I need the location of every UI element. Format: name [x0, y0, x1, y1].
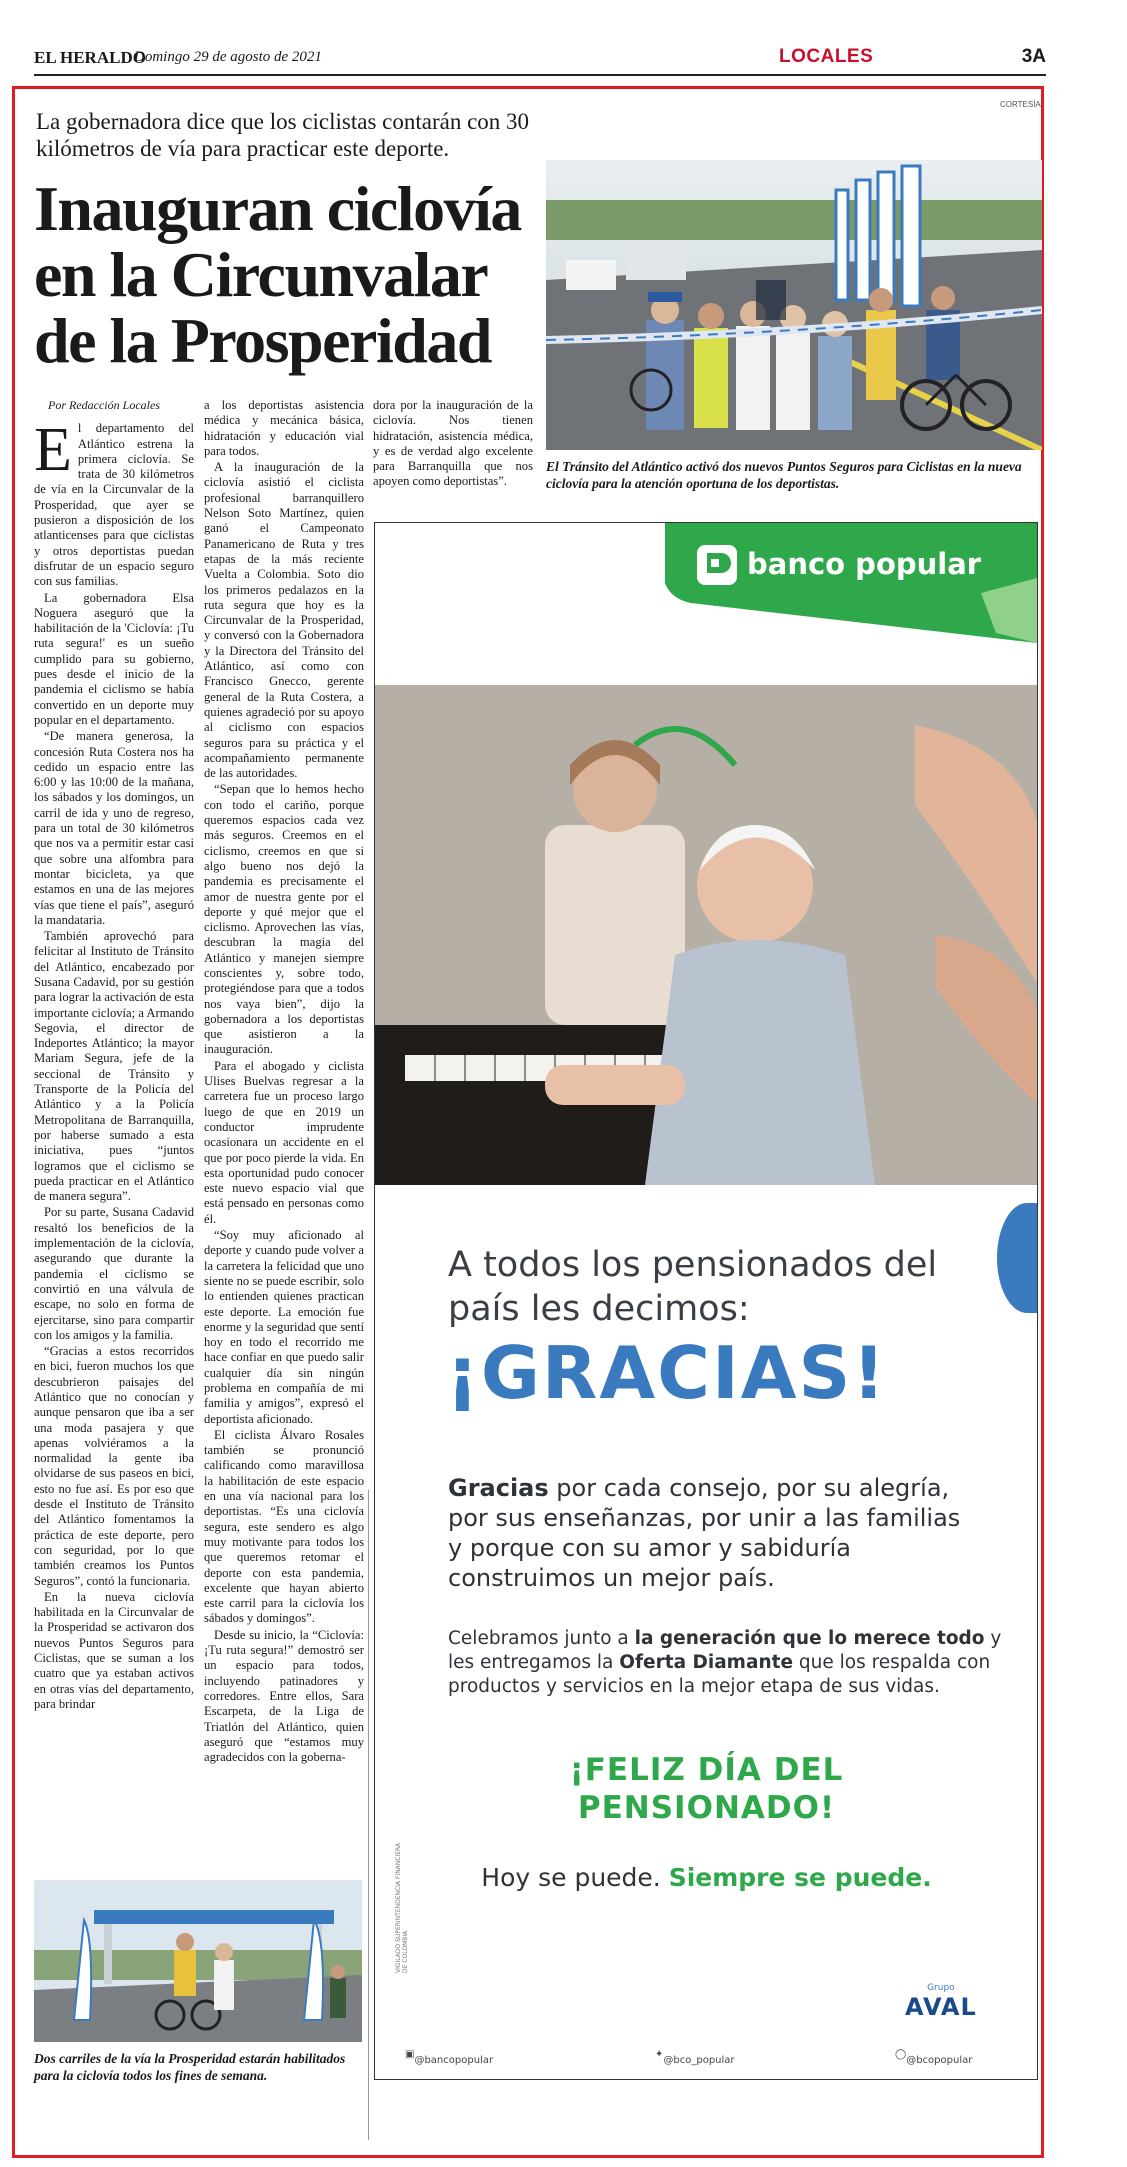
- newspaper-name: EL HERALDO: [34, 48, 146, 67]
- masthead: [34, 46, 1046, 76]
- ad-tagline: Hoy se puede. Siempre se puede.: [481, 1863, 932, 1892]
- article-paragraph: “Sepan que lo hemos hecho con todo el cariño, porque queremos espacios cada vez más seguros. Creemos en el ciclismo, creemos en que si algo bueno nos dejó la pandemia es precisamente el amor de nuestra gente por el deporte y qué mejor que el ciclismo. Aprovechen las vías, descubran la magia del Atlántico y manejen siempre conscientes y, sobre todo, protegiéndose para que a todos nos vaya bien”, dijo la gobernadora a los deportistas que asistieron a la inauguración.: [204, 782, 364, 1057]
- brand-band: [651, 523, 1037, 643]
- ad-gracias: ¡GRACIAS!: [446, 1331, 888, 1415]
- ad-feliz-dia: ¡FELIZ DÍA DEL PENSIONADO!: [569, 1752, 844, 1826]
- article-column-1: [34, 398, 194, 1713]
- article-paragraph: También aprovechó para felicitar al Instituto de Tránsito del Atlántico, encabezado por Susana Cadavid, por su gestión para lograr la activación de esta importante ciclovía; a Armando Segovia, el director de Indeportes Atlántico; la mayor Mariam Segura, jefe de la seccional de Tránsito y Transporte de la Policía del Atlántico y a la Policía Metropolitana de Barranquilla, por haberse sumado a esta iniciativa, pues “juntos logramos que el ciclismo se pueda practicar en el Atlántico de manera segura”.: [34, 929, 194, 1204]
- ad-photo: [375, 685, 1038, 1185]
- secondary-photo-caption: Dos carriles de la vía la Prosperidad estarán habilitados para la ciclovía todos los fines de semana.: [34, 2051, 346, 2083]
- secondary-photo: [34, 1880, 362, 2042]
- article-paragraph: Para el abogado y ciclista Ulises Buelvas regresar a la carretera fue un proceso largo luego de que en 2019 un conductor imprudente ocasionara un accidente en el que por poco pierde la vida. En esta oportunidad pudo conocer este nuevo espacio vial que está pensado en personas como él.: [204, 1058, 364, 1226]
- article-paragraph: “Gracias a estos recorridos en bici, fueron muchos los que descubrieron paisajes del Atlántico que no conocían y aunque pensaron que iba a ser una moda pasajera y que apenas volviéramos a la normalidad la gente iba olvidarse de sus paseos en bici, esto no fue así. Es por eso que desde el Instituto de Tránsito del Atlántico fomentamos la práctica de este deporte, pero con seguridad, por lo que también creamos los Puntos Seguros”, contó la funcionaria.: [34, 1344, 194, 1588]
- cyclists-illustration: [34, 1880, 362, 2042]
- pensioners-illustration: [375, 685, 1038, 1185]
- issue-date: Domingo 29 de agosto de 2021: [134, 49, 322, 65]
- byline: Por Redacción Locales: [48, 398, 160, 412]
- article-paragraph: a los deportistas asistencia médica y mecánica básica, hidratación y educación vial para todos.: [204, 398, 364, 458]
- twitter-link[interactable]: ✦ @bco_popular: [655, 2049, 735, 2066]
- article-column-3: [373, 398, 533, 491]
- article-paragraph: La gobernadora Elsa Noguera aseguró que la habilitación de la 'Ciclovía: ¡Tu ruta segura!' es un sueño cumplido para su gobierno, pues desde el inicio de la pandemia el ciclismo se había convertido en un deporte muy popular en el departamento.: [34, 590, 194, 727]
- banco-popular-advertisement: [374, 522, 1038, 2080]
- main-photo: [546, 160, 1042, 450]
- social-links: [375, 2043, 1038, 2069]
- article-column-2: [204, 398, 364, 1766]
- main-photo-caption: El Tránsito del Atlántico activó dos nuevos Puntos Seguros para Ciclistas en la nueva ciclovía para la atención oportuna de los deportistas.: [546, 459, 1022, 491]
- article-paragraph: El departamento del Atlántico estrena la primera ciclovía. Se trata de 30 kilómetros de vía en la Circunvalar de la Prosperidad, que ayer se pusieron a disposición de los atlanticenses para que ciclistas y otros deportistas puedan disfrutar de un espacio seguro con sus familias.: [34, 416, 194, 589]
- article-paragraph: En la nueva ciclovía habilitada en la Circunvalar de la Prosperidad se activaron dos nuevos Puntos Seguros para Ciclistas, que se suman a los cuatro que ya estaban activos en otras vías del departamento, para brindar: [34, 1589, 194, 1711]
- article-paragraph: dora por la inauguración de la ciclovía. Nos tienen hidratación, asistencia médica, y es de verdad algo excelente para Barranquilla que nos apoyen como deportistas”.: [373, 398, 533, 489]
- brand-logo: banco popular: [747, 547, 982, 581]
- article-paragraph: A la inauguración de la ciclovía asistió el ciclista profesional barranquillero Nelson Soto Martínez, quien ganó el Campeonato Panamericano de Ruta y tres etapas de la más reciente Vuelta a Colombia. Soto dio los primeros pedalazos en la ruta segura que hoy es la Circunvalar de la Prosperidad, y conversó con la Gobernadora y la Directora del Tránsito del Atlántico, así como con Francisco Gnecco, gerente general de la Ruta Costera, a quienes agradeció por su apoyo al ciclismo con espacios seguros para su práctica y el acompañamiento permanente de las autoridades.: [204, 460, 364, 781]
- article-paragraph: Desde su inicio, la “Ciclovía: ¡Tu ruta segura!” demostró ser un espacio para todos, incluyendo patinadores y corredores. Entre ellos, Sara Escarpeta, de la Liga de Triatlón del Atlántico, quien aseguró que “estamos muy agradecidos con la goberna-: [204, 1627, 364, 1765]
- section-label: LOCALES: [779, 46, 874, 67]
- ad-body-text: Gracias por cada consejo, por su alegría, por sus enseñanzas, por unir a las familias y porque con su amor y sabiduría construimos un mejor país.: [448, 1474, 961, 1592]
- photo-credit: CORTESÍA: [1000, 100, 1041, 109]
- facebook-link[interactable]: ▣ @bancopopular: [405, 2049, 494, 2066]
- drop-cap: E: [34, 416, 72, 485]
- legal-text: VIGILADO SUPERINTENDENCIA FINANCIERA DE COLOMBIA: [395, 1842, 409, 1973]
- article-paragraph: “De manera generosa, la concesión Ruta Costera nos ha cedido un espacio entre las 6:00 y las 10:00 de la mañana, los sábados y los domingos, un carril de ida y uno de regreso, para un total de 30 kilómetros que nos va a permitir estar casi que sobre una alfombra para montar bicicleta, ya que estamos en una de las mejores vías que tiene el país”, aseguró la mandataria.: [34, 729, 194, 927]
- article-headline: Inauguran ciclovía en la Circunvalar de la Prosperidad: [34, 173, 521, 376]
- ribbon-cutting-illustration: [546, 160, 1042, 450]
- instagram-link[interactable]: ◯ @bcopopular: [895, 2049, 973, 2066]
- article-kicker: La gobernadora dice que los ciclistas contarán con 30 kilómetros de vía para practicar este deporte.: [36, 109, 530, 161]
- page-number: 3A: [1021, 46, 1046, 67]
- grupo-aval-logo: Grupo AVAL: [905, 1983, 977, 2021]
- column-divider: [368, 1490, 369, 2140]
- article-paragraph: “Soy muy aficionado al deporte y cuando pude volver a la carretera la felicidad que uno siente no se puede escribir, solo lo entienden quienes practican este deporte. La emoción fue enorme y la seguridad que sentí hoy en todo el recorrido me hace confiar en que puedo salir cualquier día sin ningún problema en compañía de mi familia y amigos”, expresó el deportista aficionado.: [204, 1228, 364, 1426]
- ad-headline: A todos los pensionados del país les decimos:: [448, 1245, 938, 1329]
- ad-offer-text: Celebramos junto a la generación que lo merece todo y les entregamos la Oferta Diamante que los respalda con productos y servicios en la mejor etapa de sus vidas.: [448, 1628, 1002, 1697]
- article-paragraph: El ciclista Álvaro Rosales también se pronunció calificando como maravillosa la habilitación de este espacio en una vía nacional para los deportistas. “Es una ciclovía segura, este sendero es algo muy motivante para todos los que queremos retomar el deporte con esta pandemia, excelente que hayan abierto este carril para la ciclovía los sábados y domingos”.: [204, 1427, 364, 1626]
- article-paragraph: Por su parte, Susana Cadavid resaltó los beneficios de la implementación de la ciclovía, asegurando que durante la pandemia el ciclismo se convirtió en una válvula de escape, no solo en forma de ejercitarse, sino para compartir con los amigos y la familia.: [34, 1205, 194, 1342]
